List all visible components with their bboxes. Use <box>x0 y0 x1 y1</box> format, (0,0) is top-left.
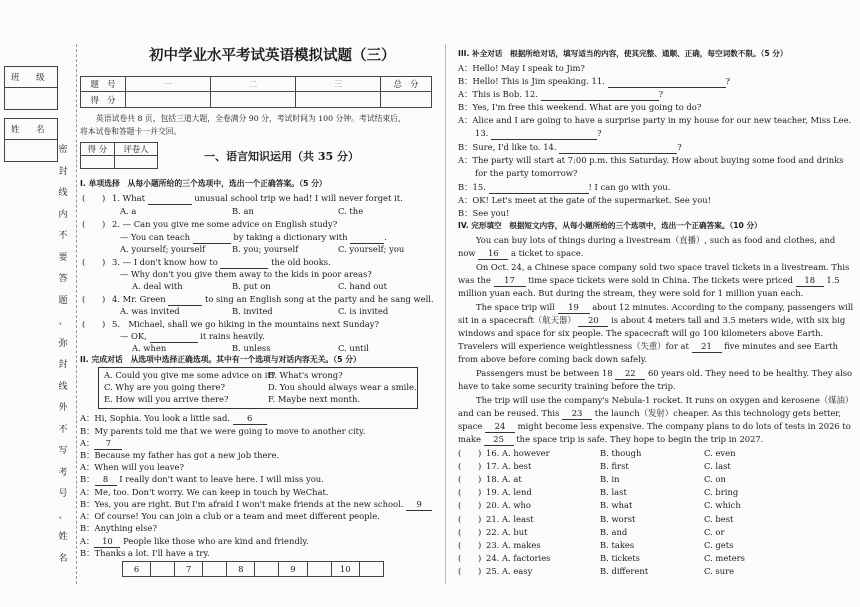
intro-line: 英语试卷共 8 页，包括三道大题，全卷满分 90 分，考试时间为 100 分钟。考试结束后， <box>96 114 406 123</box>
choice-option-b[interactable]: B. first <box>600 461 629 472</box>
choice-option-a[interactable]: 22. A. but <box>486 526 528 537</box>
intro-line: 将本试卷和答题卡一并交回。 <box>80 127 182 136</box>
dialogue-line: B：My parents told me that we were going to move to another city. <box>80 426 366 436</box>
column-divider <box>445 44 446 584</box>
conv-line: A：Alice and I are going to have a surprise party in my house for our new teacher, Miss Lee. <box>458 115 852 125</box>
choice-option-b[interactable]: B. though <box>600 448 642 458</box>
q1-bracket[interactable]: ( ) <box>82 193 106 203</box>
conv-line: for the party tomorrow? <box>475 168 578 178</box>
choice-option-a[interactable]: 17. A. best <box>486 461 532 472</box>
passage-line: million yuan each. But during the stream, they were sold for 1 million yuan each. <box>458 288 804 298</box>
blank-10[interactable]: 10 <box>94 535 120 548</box>
passage-line: sit in a spacecraft（航天器） 20 is about 4 meters tall and 3.5 meters wide, with six big <box>458 315 846 325</box>
passage-line: On Oct. 24, a Chinese space company sold two space travel tickets in a livestream. This <box>476 262 850 272</box>
choice-bracket[interactable]: ( ) <box>458 565 482 576</box>
blank-12[interactable] <box>541 88 659 101</box>
dialogue-option: D. You should always wear a smile. <box>268 382 417 392</box>
seal-char: 内 <box>58 209 68 220</box>
conv-line: A：OK! Let's meet at the gate of the supermarket. See you! <box>458 195 712 205</box>
passage-line: and can be reused. This 23 the launch（发射）cheaper. As this technology gets better, <box>458 408 842 418</box>
conv-line: A：Hello! May I speak to Jim? <box>458 63 585 73</box>
seal-char: 姓 <box>58 532 68 542</box>
part4-heading: IV. 完形填空 根据短文内容，从每小题所给的三个选项中，选出一个正确答案。（10 分） <box>458 221 762 230</box>
name-field[interactable] <box>5 139 57 140</box>
passage-line: The space trip will 19 about 12 minutes. According to the company, passengers will <box>476 302 854 312</box>
choice-option-b[interactable]: B. different <box>600 565 649 576</box>
score-head-cell: 三 <box>296 77 381 92</box>
choice-bracket[interactable]: ( ) <box>458 448 482 458</box>
passage-line: windows and space for six people. The spacecraft will go 100 kilometers above Earth. <box>458 328 824 338</box>
q1-stem: 1. What unusual school trip we had! I will never forget it. <box>112 193 403 203</box>
q2-option-b[interactable]: B. you; yourself <box>232 244 299 254</box>
seal-char: 、 <box>58 317 68 327</box>
dialogue-line: B：Thanks a lot. I'll have a try. <box>80 548 210 558</box>
dialogue-line: A：When will you leave? <box>80 462 184 472</box>
choice-option-c[interactable]: C. even <box>704 448 736 458</box>
dialogue-line: A：Me, too. Don't worry. We can keep in touch by WeChat. <box>80 487 329 497</box>
choice-bracket[interactable]: ( ) <box>458 461 482 472</box>
seal-char: 封 <box>58 360 68 370</box>
conv-line: A：The party will start at 7:00 p.m. this Saturday. How about buying some food and drinks <box>458 155 844 165</box>
answer-label: 7 <box>175 562 203 577</box>
q2-stem: 2. — Can you give me some advice on English study? <box>112 219 338 229</box>
part2-heading: II. 完成对话 从选项中选择正确选项。其中有一个选项与对话内容无关。（5 分） <box>80 355 361 364</box>
passage-line: You can buy lots of things during a livestream（直播）, such as food and clothes, and <box>476 235 836 245</box>
dialogue-option: C. Why are you going there? <box>104 382 225 392</box>
seal-char: 弥 <box>58 338 68 349</box>
grader-head: 评卷人 <box>114 143 157 156</box>
seal-text <box>57 140 69 570</box>
choice-option-a[interactable]: 20. A. who <box>486 500 531 511</box>
score-cell[interactable] <box>296 92 381 108</box>
choice-option-c[interactable]: C. last <box>704 461 731 472</box>
q1-option-b[interactable]: B. an <box>232 206 254 216</box>
choice-option-b[interactable]: B. tickets <box>600 552 640 563</box>
q3-option-a[interactable]: A. deal with <box>132 281 183 291</box>
dialogue-option: E. How will you arrive there? <box>104 394 229 404</box>
part1-heading: I. 单项选择 从每小题所给的三个选项中，选出一个正确答案。（5 分） <box>80 179 327 188</box>
conv-line: B：Sure, I'd like to. 14. ? <box>458 142 682 152</box>
choice-option-c[interactable]: C. best <box>704 513 734 524</box>
q4-option-c[interactable]: C. is invited <box>338 306 389 316</box>
choice-option-b[interactable]: B. what <box>600 500 633 511</box>
blank-11[interactable] <box>608 75 726 88</box>
q3-bracket[interactable]: ( ) <box>82 257 106 267</box>
passage-line: make 25 the space trip is safe. They hope to begin the trip in 2027. <box>458 434 764 444</box>
q1-option-c[interactable]: C. the <box>338 206 364 216</box>
grader-head: 得 分 <box>81 143 115 156</box>
score-row-label: 得 分 <box>81 92 126 108</box>
choice-option-c[interactable]: C. or <box>704 526 725 537</box>
choice-option-b[interactable]: B. last <box>600 487 627 498</box>
score-head-cell: 一 <box>126 77 211 92</box>
dialogue-line: B：Anything else? <box>80 523 157 533</box>
name-box <box>4 118 58 162</box>
score-head-cell: 题 号 <box>81 77 126 92</box>
passage-line: now 16 a ticket to space. <box>458 248 584 258</box>
choice-bracket[interactable]: ( ) <box>458 487 482 498</box>
seal-char: 不 <box>58 424 68 435</box>
passage-line: was the 17 time space tickets were sold in China. The tickets were priced 18 1.5 <box>458 275 840 285</box>
conv-line: B：Hello! This is Jim speaking. 11. ? <box>458 76 731 86</box>
choice-option-a[interactable]: 24. A. factories <box>486 552 551 563</box>
q4-bracket[interactable]: ( ) <box>82 294 106 304</box>
dialogue-line: A：Hi, Sophia. You look a little sad. 6 <box>80 412 267 425</box>
seal-char: 题 <box>58 295 68 306</box>
q5-stem-2: — OK, it rains heavily. <box>120 331 265 341</box>
q2-option-c[interactable]: C. yourself; you <box>338 244 405 254</box>
choice-option-b[interactable]: B. in <box>600 474 620 485</box>
conv-line: 13. ? <box>475 128 602 138</box>
choice-option-b[interactable]: B. and <box>600 526 628 537</box>
seal-char: 线 <box>58 188 68 198</box>
seal-char: 线 <box>58 381 68 392</box>
answer-cell[interactable] <box>203 562 227 577</box>
seal-char: 外 <box>58 403 68 413</box>
section-title: 一、语言知识运用（共 35 分） <box>204 150 359 163</box>
seal-char: 密 <box>58 145 68 155</box>
q1-option-a[interactable]: A. a <box>120 206 137 216</box>
seal-char: 号 <box>58 489 68 499</box>
answer-cell[interactable] <box>307 562 331 577</box>
answer-cell[interactable] <box>359 562 383 577</box>
q5-option-a[interactable]: A. when <box>132 343 167 353</box>
seal-char: 要 <box>58 252 68 263</box>
conv-line: B：See you! <box>458 208 510 218</box>
choice-bracket[interactable]: ( ) <box>458 500 482 511</box>
dialogue-option: A. Could you give me some advice on it? <box>104 370 276 380</box>
answer-label: 9 <box>279 562 307 577</box>
passage-line: from above before coming back down safely. <box>458 354 648 364</box>
answer-label: 6 <box>123 562 151 577</box>
class-label: 班 级 <box>11 72 45 82</box>
dialogue-line: B： 8 I really don't want to leave here. I will miss you. <box>80 474 324 484</box>
passage-line: The trip will use the company's Nebula-1 rocket. It runs on oxygen and kerosene（煤油） <box>476 395 854 405</box>
answer-cell[interactable] <box>151 562 175 577</box>
q2-stem-2: — You can teach by taking a dictionary with . <box>120 232 387 242</box>
dialogue-option: B. What's wrong? <box>268 370 343 380</box>
dialogue-line: B：Because my father has got a new job there. <box>80 450 280 460</box>
choice-option-a[interactable]: 21. A. least <box>486 513 534 524</box>
choice-option-c[interactable]: C. on <box>704 474 726 485</box>
q3-option-c[interactable]: C. hand out <box>338 281 388 291</box>
score-cell[interactable] <box>381 92 432 108</box>
blank-8[interactable]: 8 <box>95 473 117 486</box>
seal-char: 答 <box>58 274 68 284</box>
passage-line: Travelers will experience weightlessness（失重）for at 21 five minutes and see Earth <box>458 341 838 351</box>
blank-7[interactable]: 7 <box>94 437 122 450</box>
choice-option-c[interactable]: C. bring <box>704 487 739 498</box>
conv-line: B：15. ! I can go with you. <box>458 182 671 192</box>
answer-table <box>122 561 384 577</box>
choice-option-a[interactable]: 16. A. however <box>486 448 550 458</box>
q5-stem: 5. Michael, shall we go hiking in the mountains next Sunday? <box>112 319 379 329</box>
passage-line: space 24 might become less expensive. The company plans to do lots of tests in 2026 to <box>458 421 851 431</box>
dialogue-line: A：Of course! You can join a club or a team and meet different people. <box>80 511 380 521</box>
score-cell[interactable] <box>211 92 296 108</box>
conv-line: A：This is Bob. 12. ? <box>458 89 664 99</box>
score-head-cell: 总 分 <box>381 77 432 92</box>
choice-option-c[interactable]: C. which <box>704 500 741 511</box>
choice-option-b[interactable]: B. worst <box>600 513 636 524</box>
part3-heading: III. 补全对话 根据所给对话，填写适当的内容，使其完整、通顺、正确，每空词数不限。（5 分） <box>458 49 788 58</box>
q5-option-c[interactable]: C. until <box>338 343 369 353</box>
seal-char: 写 <box>58 446 68 456</box>
grader-cell[interactable] <box>114 156 157 169</box>
dialogue-option: F. Maybe next month. <box>268 394 361 404</box>
choice-option-a[interactable]: 23. A. makes <box>486 539 541 550</box>
score-cell[interactable] <box>126 92 211 108</box>
blank-6[interactable]: 6 <box>233 412 267 425</box>
choice-option-a[interactable]: 19. A. lend <box>486 487 532 498</box>
grader-table <box>80 142 158 169</box>
class-box <box>4 66 58 110</box>
q3-option-b[interactable]: B. put on <box>232 281 271 291</box>
choice-option-c[interactable]: C. gets <box>704 539 734 550</box>
q3-stem: 3. — I don't know how to the old books. <box>112 257 331 267</box>
dialogue-line: A： 7 <box>80 437 122 450</box>
answer-label: 8 <box>227 562 255 577</box>
q4-stem: 4. Mr. Green to sing an English song at the party and he sang well. <box>112 294 434 304</box>
class-field[interactable] <box>5 87 57 88</box>
page-title: 初中学业水平考试英语模拟试题（三） <box>149 47 396 64</box>
blank-13[interactable] <box>491 127 597 140</box>
choice-option-a[interactable]: 25. A. easy <box>486 565 533 576</box>
q3-stem-2: — Why don't you give them away to the kids in poor areas? <box>120 269 372 279</box>
conv-line: B：Yes, I'm free this weekend. What are you going to do? <box>458 102 702 112</box>
name-label: 姓 名 <box>11 124 45 134</box>
q4-option-a[interactable]: A. was invited <box>120 306 180 316</box>
answer-cell[interactable] <box>255 562 279 577</box>
choice-bracket[interactable]: ( ) <box>458 513 482 524</box>
score-head-cell: 二 <box>211 77 296 92</box>
choice-bracket[interactable]: ( ) <box>458 474 482 485</box>
dialogue-line: B：Yes, you are right. But I'm afraid I won't make friends at the new school. 9 <box>80 498 432 511</box>
score-table <box>80 76 432 108</box>
q2-option-a[interactable]: A. yourself; yourself <box>120 244 206 254</box>
seal-char: 考 <box>58 467 68 478</box>
seal-char: 不 <box>58 231 68 241</box>
q4-option-b[interactable]: B. invited <box>232 306 273 316</box>
blank-14[interactable] <box>559 141 677 154</box>
seal-line <box>76 44 77 584</box>
q2-bracket[interactable]: ( ) <box>82 219 106 229</box>
seal-char: 封 <box>58 166 68 177</box>
blank-9[interactable]: 9 <box>406 498 432 511</box>
q5-option-b[interactable]: B. unless <box>232 343 271 353</box>
seal-char: 、 <box>58 510 68 521</box>
passage-line: have to take some security training before the trip. <box>458 381 676 391</box>
choice-bracket[interactable]: ( ) <box>458 526 482 537</box>
q5-bracket[interactable]: ( ) <box>82 319 106 329</box>
blank-15[interactable] <box>489 181 589 194</box>
choice-option-b[interactable]: B. takes <box>600 539 635 550</box>
dialogue-line: A： 10 People like those who are kind and friendly. <box>80 536 309 546</box>
seal-char: 名 <box>58 553 68 564</box>
choice-option-c[interactable]: C. meters <box>704 552 745 563</box>
choice-option-c[interactable]: C. sure <box>704 565 735 576</box>
answer-label: 10 <box>331 562 359 577</box>
choice-bracket[interactable]: ( ) <box>458 552 482 563</box>
passage-line: Passengers must be between 18 22 60 years old. They need to be healthy. They also <box>476 368 853 378</box>
grader-cell[interactable] <box>81 156 115 169</box>
choice-bracket[interactable]: ( ) <box>458 539 482 550</box>
choice-option-a[interactable]: 18. A. at <box>486 474 522 485</box>
